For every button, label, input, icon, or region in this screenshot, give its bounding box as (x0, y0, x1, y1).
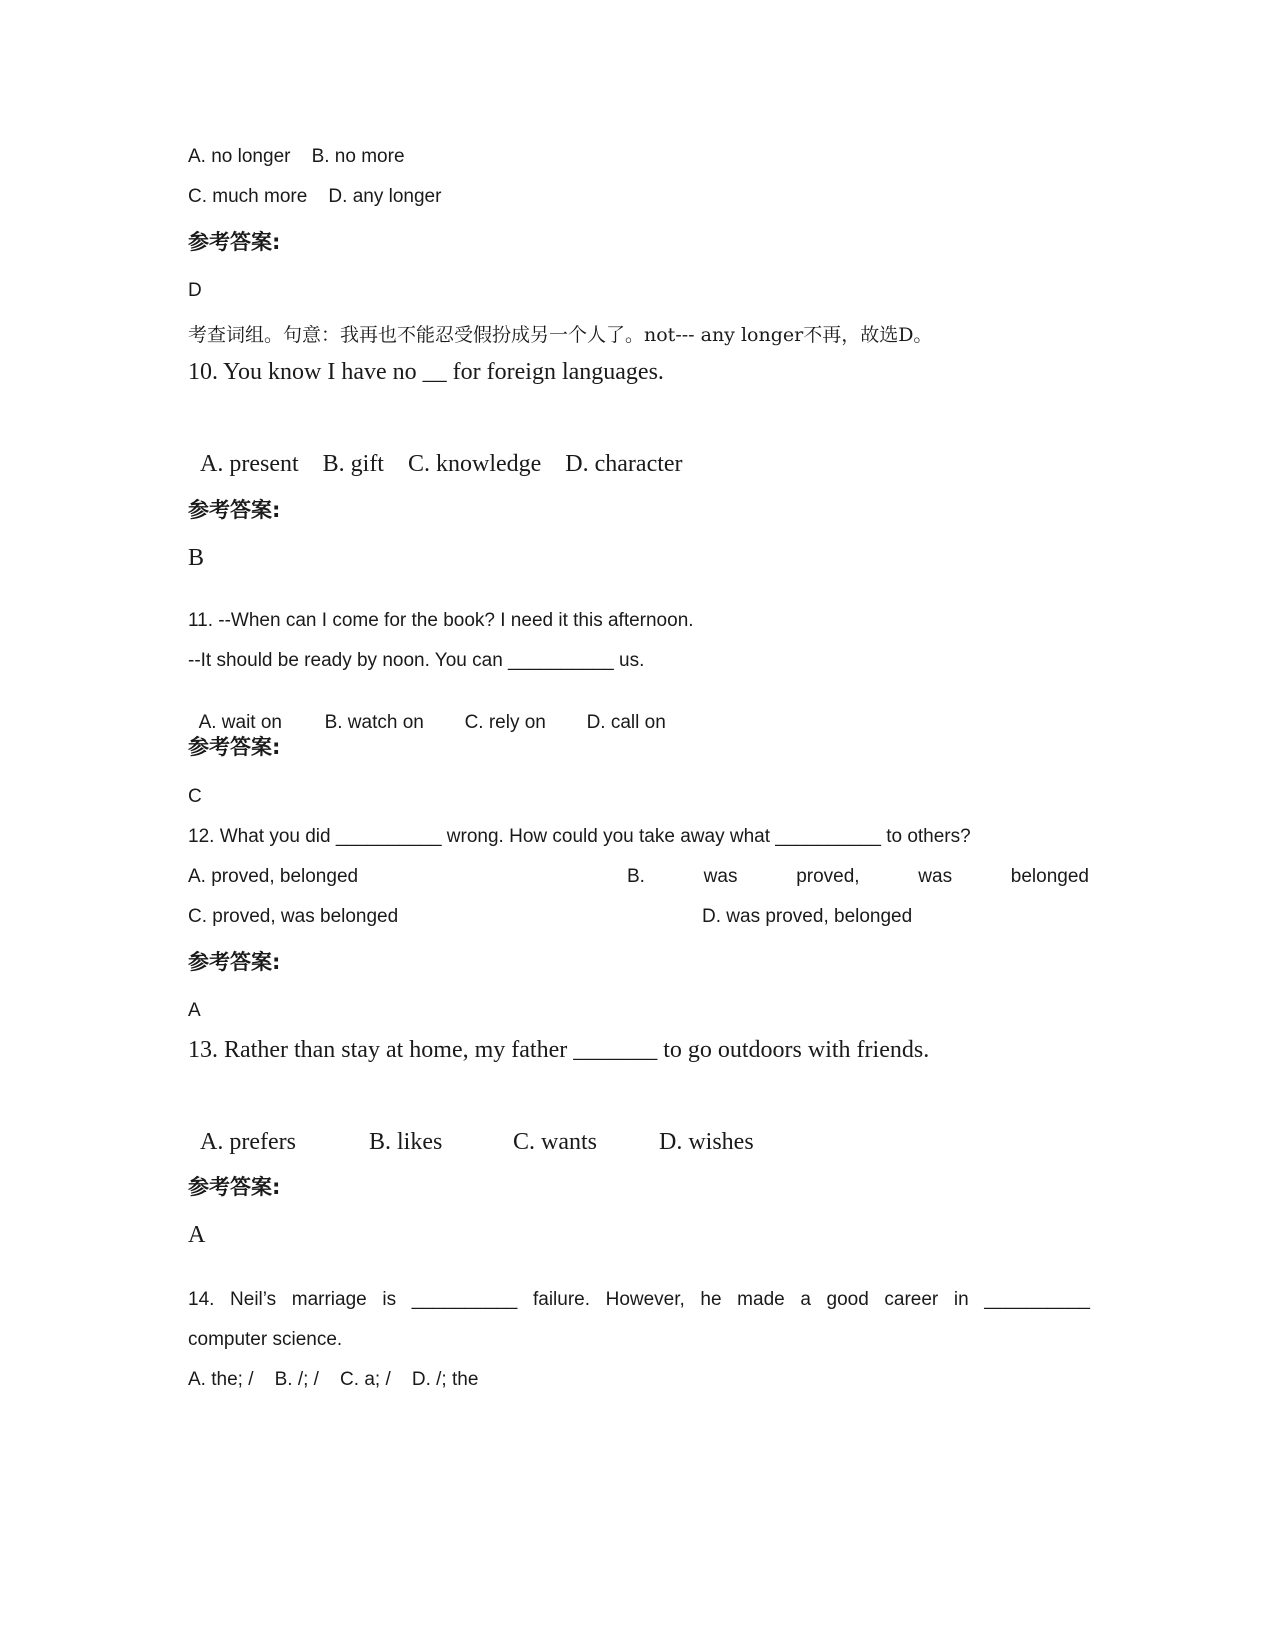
q12-option-b (627, 866, 1089, 888)
q14-word: Neil’s (230, 1289, 277, 1310)
q14-word: he (700, 1289, 722, 1310)
q13-question: 13. Rather than stay at home, my father _______ to go outdoors with friends. (188, 1037, 930, 1063)
q14-word: 14. (188, 1289, 215, 1310)
q14-word: in (953, 1289, 969, 1310)
q10-option-c: C. knowledge (407, 451, 542, 477)
q14-word: However, (605, 1289, 685, 1310)
q10-question: 10. You know I have no __ for foreign languages. (188, 359, 664, 385)
q11-options (188, 690, 666, 734)
q11-answer-heading: 参考答案: (188, 735, 281, 759)
q9-explanation: 考查词组。句意：我再也不能忍受假扮成另一个人了。not--- any longer不再，故选D。 (188, 324, 933, 346)
q14-word: failure. (532, 1289, 590, 1310)
q11-option-a: A. wait on (198, 712, 282, 733)
q14-word: is (382, 1289, 397, 1310)
q12-answer-heading: 参考答案: (188, 950, 281, 974)
q13-answer: A (188, 1222, 206, 1248)
q12-option-b-word: B. (627, 866, 645, 887)
q13-answer-heading: 参考答案: (188, 1175, 281, 1199)
q10-options (188, 424, 683, 478)
q13-option-d: D. wishes (659, 1129, 754, 1155)
q13-option-b: B. likes (369, 1129, 443, 1155)
q10-option-b: B. gift (322, 451, 384, 477)
q9-answer-heading: 参考答案: (188, 230, 281, 254)
q11-question-line1: 11. --When can I come for the book? I need it this afternoon. (188, 610, 694, 631)
q14-question-line2: computer science. (188, 1329, 343, 1350)
q14-options: A. the; / B. /; / C. a; / D. /; the (188, 1369, 479, 1390)
q9-options-line1: A. no longer B. no more (188, 146, 405, 167)
q14-word: a (800, 1289, 811, 1310)
q12-option-a: A. proved, belonged (188, 866, 359, 887)
q10-option-d: D. character (565, 451, 683, 477)
q14-word: career (884, 1289, 939, 1310)
q14-blank: __________ (984, 1289, 1090, 1310)
q12-option-b-word: was (918, 866, 953, 887)
q12-question: 12. What you did __________ wrong. How could you take away what __________ to others? (188, 826, 971, 847)
q14-word: marriage (291, 1289, 367, 1310)
q12-option-b-word: belonged (1010, 866, 1089, 887)
q10-option-a: A. present (200, 451, 299, 477)
q13-options (188, 1102, 754, 1156)
q12-option-b-word: proved, (796, 866, 860, 887)
q11-option-d: D. call on (586, 712, 666, 733)
q11-question-line2: --It should be ready by noon. You can __________ us. (188, 650, 645, 671)
q13-option-c: C. wants (513, 1129, 597, 1155)
q12-option-d: D. was proved, belonged (702, 906, 913, 927)
q13-option-a: A. prefers (200, 1129, 296, 1155)
q10-answer-heading: 参考答案: (188, 498, 281, 522)
q12-option-b-word: was (703, 866, 738, 887)
q9-options-line2: C. much more D. any longer (188, 186, 442, 207)
q14-word: good (826, 1289, 869, 1310)
q14-word: made (737, 1289, 785, 1310)
q10-answer: B (188, 545, 205, 571)
q12-answer: A (188, 1000, 201, 1021)
q9-answer: D (188, 280, 202, 301)
q12-option-c: C. proved, was belonged (188, 906, 399, 927)
q14-question-line1 (188, 1289, 1090, 1311)
q11-answer: C (188, 786, 202, 807)
q11-option-c: C. rely on (464, 712, 546, 733)
q11-option-b: B. watch on (324, 712, 424, 733)
q14-blank: __________ (411, 1289, 518, 1310)
